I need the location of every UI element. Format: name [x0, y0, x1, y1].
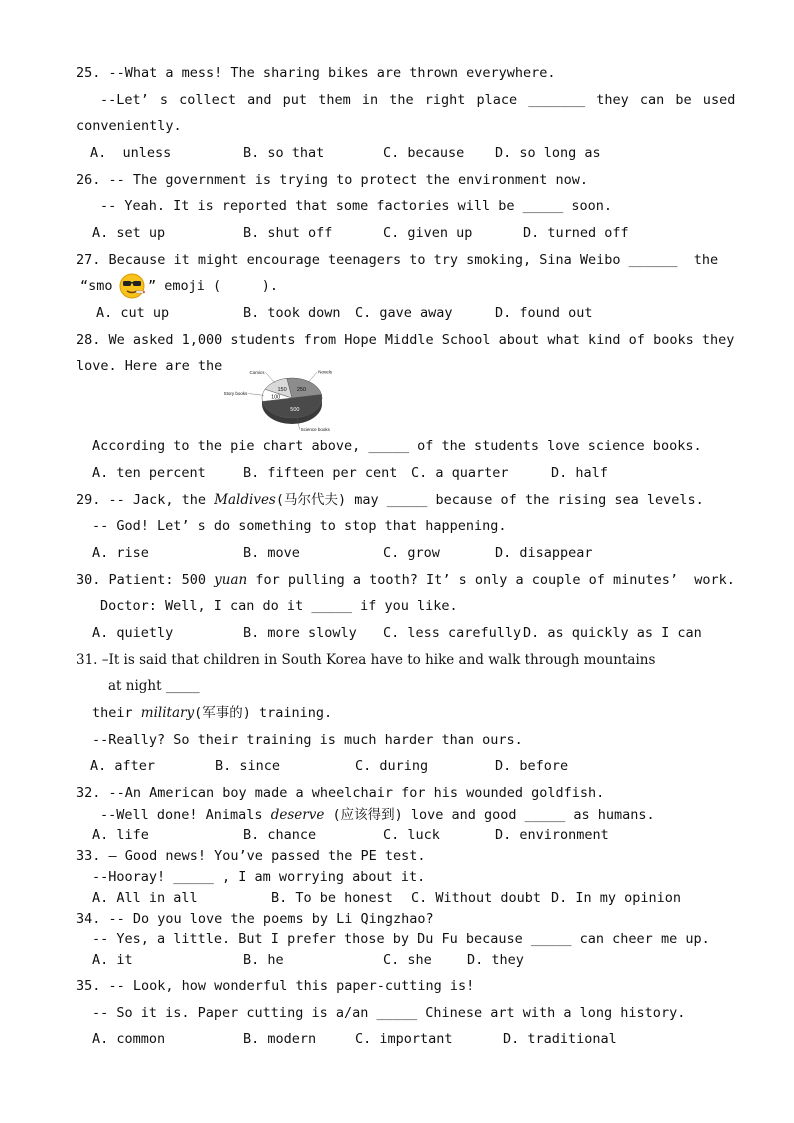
q28-option-b: B. fifteen per cent — [243, 465, 398, 481]
smoking-face-emoji-icon — [118, 272, 146, 300]
q31-line3 — [92, 705, 332, 721]
q30-line2: Doctor: Well, I can do it _____ if you like. — [100, 598, 458, 614]
q34-stem: 34. -- Do you love the poems by Li Qingzhao? — [76, 911, 434, 927]
q29-option-c: C. grow — [383, 545, 440, 561]
q34-option-d: D. they — [467, 952, 524, 968]
pie-category-label: Story books — [223, 391, 248, 397]
q29-line2: -- God! Let’ s do something to stop that happening. — [92, 518, 507, 534]
pie-category-label: Novels — [318, 369, 333, 375]
q26-line2: -- Yeah. It is reported that some factories will be _____ soon. — [100, 198, 613, 214]
q34-option-a: A. it — [92, 952, 133, 968]
q31-line3-end: (军事的) training. — [194, 705, 333, 721]
q33-line2: --Hooray! _____ , I am worrying about it. — [92, 869, 426, 885]
q33-stem: 33. – Good news! You’ve passed the PE test. — [76, 848, 426, 864]
q32-option-c: C. luck — [383, 827, 440, 843]
q32-option-b: B. chance — [243, 827, 317, 843]
q26-option-a: A. set up — [92, 225, 166, 241]
q35-line2: -- So it is. Paper cutting is a/an _____ Chinese art with a long history. — [92, 1005, 686, 1021]
q33-option-d: D. In my opinion — [551, 890, 682, 906]
q27-option-b: B. took down — [243, 305, 341, 321]
q29-stem — [76, 492, 704, 508]
q31-line3-start: their — [92, 705, 141, 721]
q27-option-a: A. cut up — [96, 305, 170, 321]
q30-option-d: D. as quickly as I can — [523, 625, 702, 641]
q31-line4: --Really? So their training is much harder than ours. — [92, 732, 523, 748]
q29-option-a: A. rise — [92, 545, 149, 561]
q30-stem-end: for pulling a tooth? It’ s only a couple of minutes’ work. — [247, 572, 735, 588]
q28-question: According to the pie chart above, _____ of the students love science books. — [92, 438, 702, 454]
q26-option-d: D. turned off — [523, 225, 629, 241]
q33-option-b: B. To be honest — [271, 890, 393, 906]
q25-option-b: B. so that — [243, 145, 325, 161]
q31-option-d: D. before — [495, 758, 569, 774]
q30-option-a: A. quietly — [92, 625, 174, 641]
q35-option-c: C. important — [355, 1031, 453, 1047]
pie-data-label: 100 — [271, 394, 281, 401]
q25-line3: conveniently. — [76, 118, 182, 134]
q32-line2-italic: deserve — [270, 807, 325, 823]
q35-option-b: B. modern — [243, 1031, 317, 1047]
q26-stem: 26. -- The government is trying to protect the environment now. — [76, 172, 589, 188]
q29-stem-italic: Maldives — [214, 492, 276, 508]
q27-line2-end: ” emoji ( ). — [148, 278, 279, 294]
q27-option-d: D. found out — [495, 305, 593, 321]
q32-option-a: A. life — [92, 827, 149, 843]
q31-option-c: C. during — [355, 758, 429, 774]
q30-option-b: B. more slowly — [243, 625, 357, 641]
q32-line2-start: --Well done! Animals — [100, 807, 271, 823]
q32-line2-end: (应该得到) love and good _____ as humans. — [324, 807, 655, 823]
q26-option-b: B. shut off — [243, 225, 333, 241]
q27-stem: 27. Because it might encourage teenagers to try smoking, Sina Weibo ______ the — [76, 252, 719, 268]
q34-option-c: C. she — [383, 952, 432, 968]
q27-line2-start: “smo — [80, 278, 113, 294]
q35-stem: 35. -- Look, how wonderful this paper-cutting is! — [76, 978, 475, 994]
pie-leader-line — [266, 372, 275, 382]
q31-line3-italic: military — [140, 705, 195, 721]
q28-line2: love. Here are the — [76, 358, 223, 374]
q28-stem: 28. We asked 1,000 students from Hope Middle School about what kind of books they — [76, 332, 735, 348]
q30-stem-italic: yuan — [214, 572, 248, 588]
q25-option-c: C. because — [383, 145, 465, 161]
q29-option-b: B. move — [243, 545, 300, 561]
q30-stem — [76, 572, 735, 588]
q29-option-d: D. disappear — [495, 545, 593, 561]
pie-data-label: 150 — [277, 387, 287, 394]
q27-option-c: C. gave away — [355, 305, 453, 321]
pie-category-label: Science books — [300, 427, 330, 433]
q31-option-b: B. since — [215, 758, 281, 774]
q28-option-a: A. ten percent — [92, 465, 206, 481]
q35-option-a: A. common — [92, 1031, 166, 1047]
q30-stem-start: 30. Patient: 500 — [76, 572, 215, 588]
pie-chart — [222, 362, 364, 436]
pie-leader-line — [248, 394, 263, 396]
pie-data-label: 250 — [296, 386, 307, 393]
q25-stem: 25. --What a mess! The sharing bikes are thrown everywhere. — [76, 65, 556, 81]
q25-option-a: A. unless — [90, 145, 172, 161]
q29-stem-start: 29. -- Jack, the — [76, 492, 215, 508]
q31-option-a: A. after — [90, 758, 156, 774]
q33-option-a: A. All in all — [92, 890, 198, 906]
pie-category-label: Comics — [249, 369, 265, 375]
q28-option-d: D. half — [551, 465, 608, 481]
q31-line2: at night _____ — [108, 678, 200, 694]
q28-option-c: C. a quarter — [411, 465, 509, 481]
q32-line2 — [100, 807, 655, 823]
q33-option-c: C. Without doubt — [411, 890, 542, 906]
pie-data-label: 500 — [290, 406, 300, 413]
q34-option-b: B. he — [243, 952, 284, 968]
pie-leader-line — [308, 372, 317, 383]
q35-option-d: D. traditional — [503, 1031, 617, 1047]
q29-stem-end: (马尔代夫) may _____ because of the rising sea levels. — [275, 492, 704, 508]
q26-option-c: C. given up — [383, 225, 473, 241]
q32-option-d: D. environment — [495, 827, 609, 843]
q30-option-c: C. less carefully — [383, 625, 522, 641]
q25-option-d: D. so long as — [495, 145, 601, 161]
q31-stem: 31. –It is said that children in South Korea have to hike and walk through mountains — [76, 652, 656, 668]
q32-stem: 32. --An American boy made a wheelchair for his wounded goldfish. — [76, 785, 605, 801]
q34-line2: -- Yes, a little. But I prefer those by Du Fu because _____ can cheer me up. — [92, 931, 710, 947]
q25-line2: --Let’ s collect and put them in the right place _______ they can be used — [100, 92, 736, 108]
